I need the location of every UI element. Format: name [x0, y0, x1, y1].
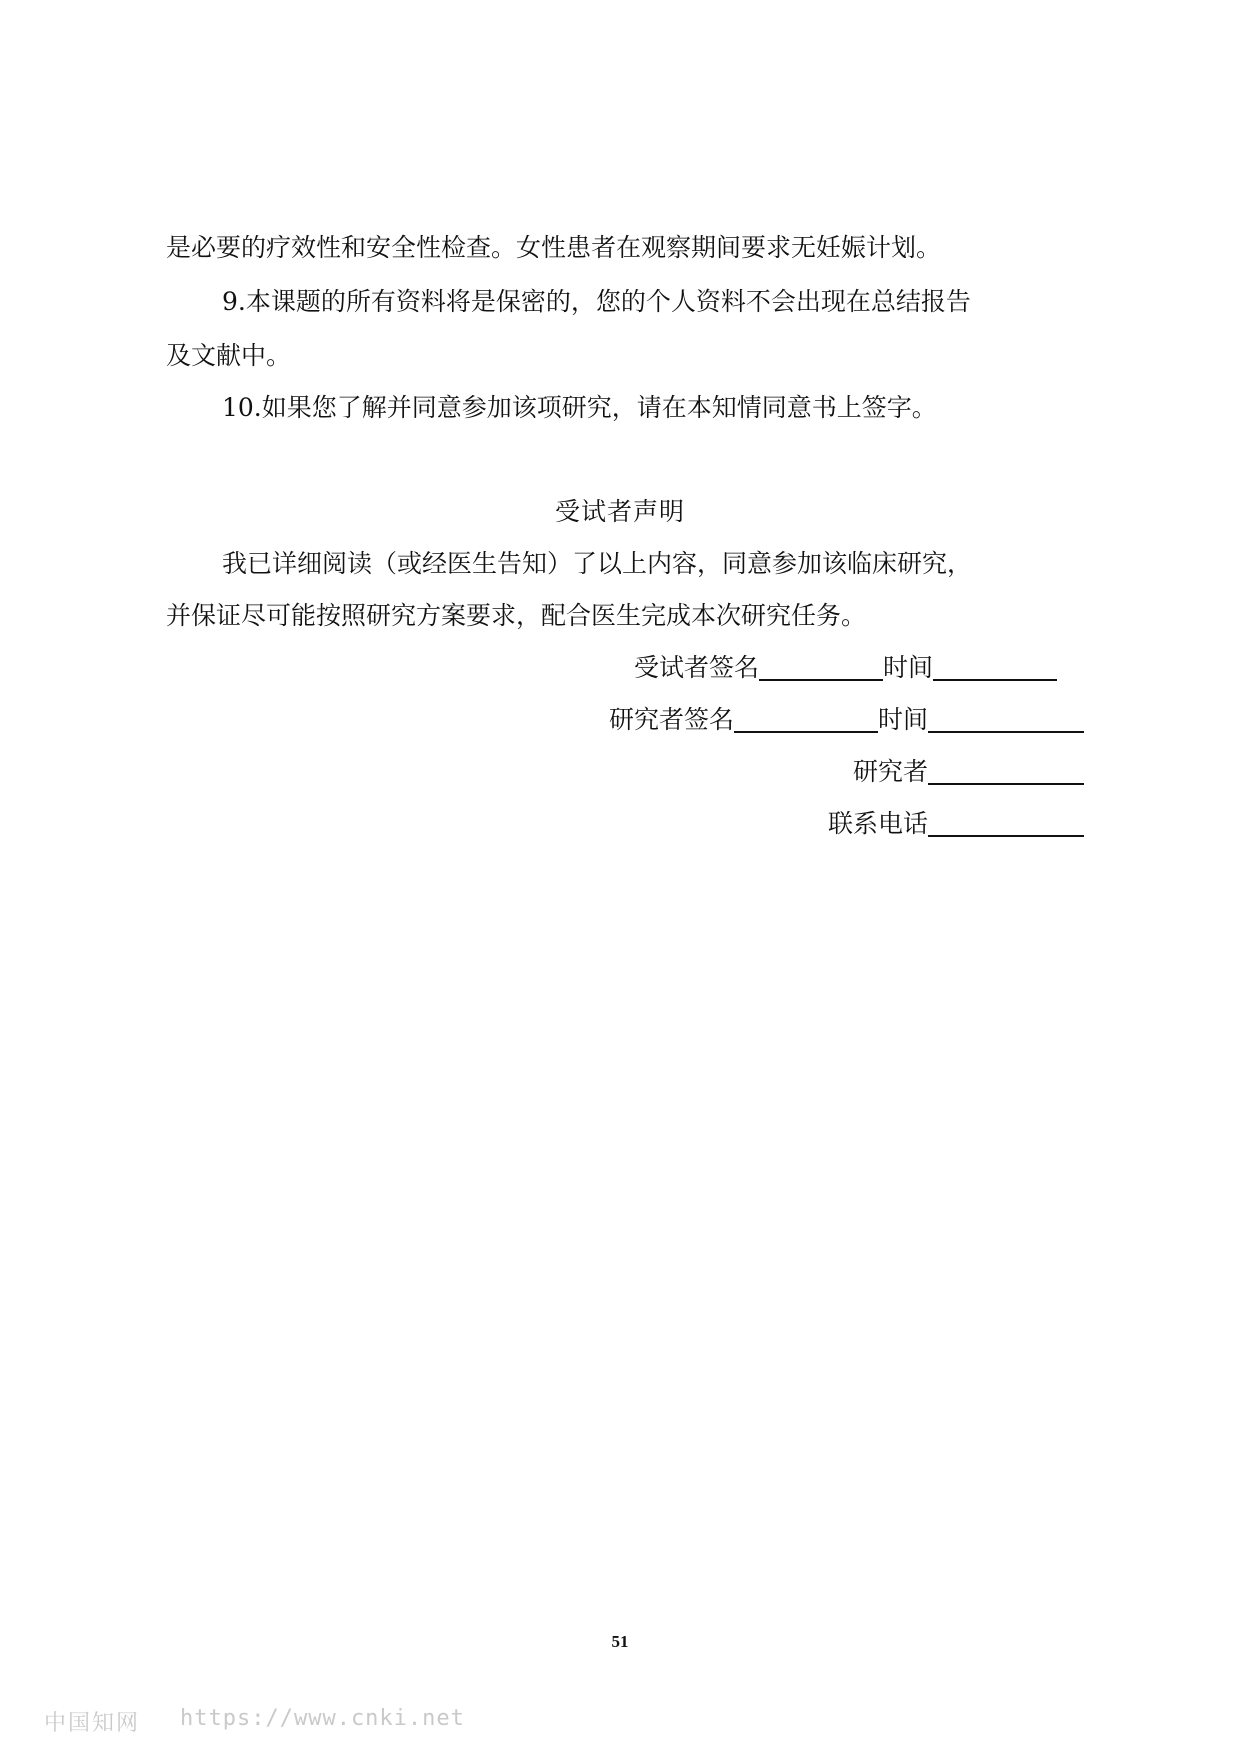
researcher-row: [853, 756, 1084, 788]
phone-blank[interactable]: [928, 811, 1084, 837]
researcher-label: 研究者: [852, 757, 928, 786]
researcher-time-label: 时间: [877, 705, 928, 734]
declaration-line-1: 我已详细阅读（或经医生告知）了以上内容，同意参加该临床研究，: [222, 549, 973, 578]
subject-time-label: 时间: [882, 653, 933, 682]
phone-row: [828, 808, 1084, 840]
researcher-sign-blank[interactable]: [734, 707, 878, 733]
subject-sign-label: 受试者签名: [633, 653, 759, 682]
item-9-line-2: 及文献中。: [166, 341, 292, 370]
paragraph-line-continued: 是必要的疗效性和安全性检查。女性患者在观察期间要求无妊娠计划。: [166, 233, 942, 262]
subject-signature-row: [634, 652, 1057, 684]
item-9-line-1: 9.本课题的所有资料将是保密的，您的个人资料不会出现在总结报告: [222, 287, 971, 316]
declaration-title: 受试者声明: [554, 497, 685, 526]
watermark-url: https://www.cnki.net: [180, 1706, 465, 1731]
researcher-signature-row: [609, 704, 1084, 736]
researcher-sign-label: 研究者签名: [608, 705, 734, 734]
phone-label: 联系电话: [827, 809, 928, 838]
researcher-blank[interactable]: [928, 759, 1084, 785]
declaration-line-2: 并保证尽可能按照研究方案要求，配合医生完成本次研究任务。: [166, 601, 867, 630]
page-number: 51: [611, 1632, 629, 1651]
subject-sign-blank[interactable]: [759, 655, 883, 681]
researcher-time-blank[interactable]: [928, 707, 1084, 733]
subject-time-blank[interactable]: [933, 655, 1057, 681]
item-10: 10.如果您了解并同意参加该项研究，请在本知情同意书上签字。: [222, 393, 937, 422]
watermark-name: 中国知网: [44, 1711, 141, 1736]
